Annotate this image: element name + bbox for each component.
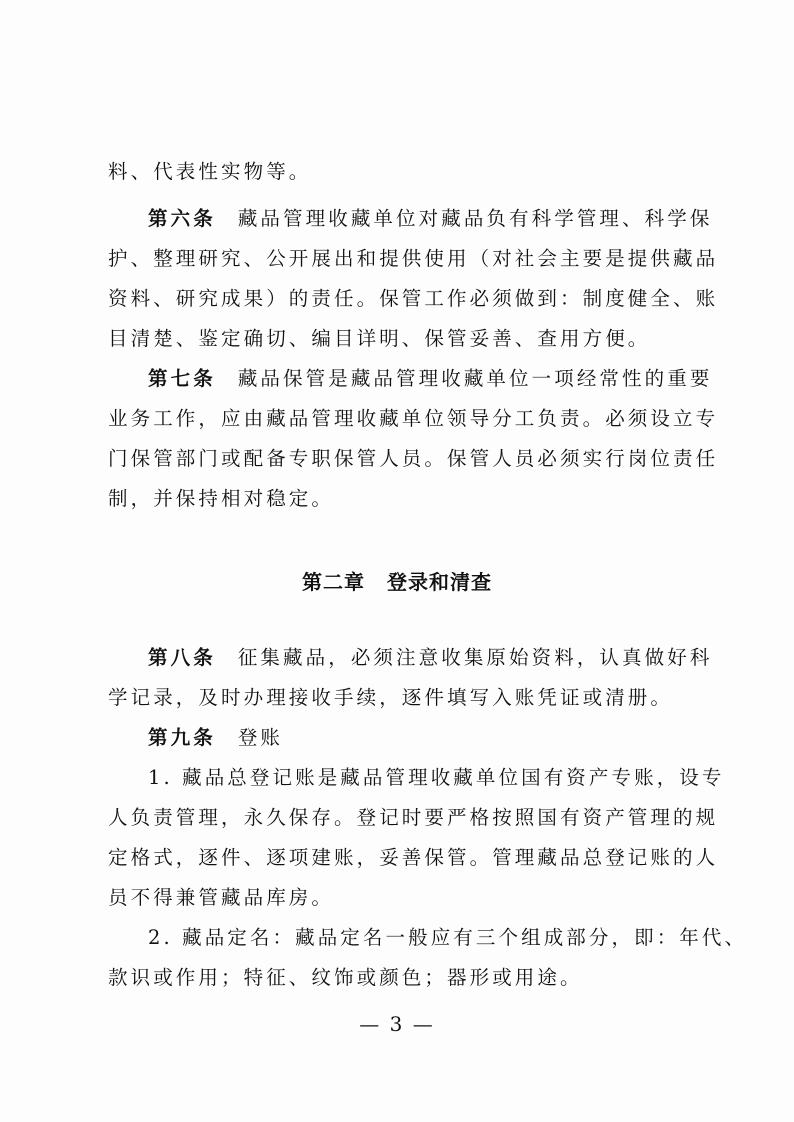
chapter-title: 登录和清查 (387, 570, 492, 594)
article-9-label: 第九条 (148, 726, 216, 749)
item-1-line-3: 定格式，逐件、逐项建账，妥善保管。管理藏品总登记账的人 (108, 846, 719, 869)
item-1-line-1: 1. 藏品总登记账是藏品管理收藏单位国有资产专账，设专 (148, 766, 725, 789)
item-2-line-1: 2. 藏品定名：藏品定名一般应有三个组成部分，即：年代、 (148, 926, 748, 949)
article-6-line-2: 护、整理研究、公开展出和提供使用（对社会主要是提供藏品 (108, 247, 719, 270)
article-9-title: 登账 (237, 726, 284, 749)
article-6-line-3: 资料、研究成果）的责任。保管工作必须做到：制度健全、账 (108, 287, 719, 310)
article-8-line-2: 学记录，及时办理接收手续，逐件填写入账凭证或清册。 (108, 686, 674, 709)
article-7-line-4: 制，并保持相对稳定。 (108, 487, 335, 510)
article-7-line-1 (148, 367, 712, 391)
article-8-line-1 (148, 646, 712, 670)
article-8-text: 征集藏品，必须注意收集原始资料，认真做好科 (237, 646, 713, 669)
item-1-line-4: 员不得兼管藏品库房。 (108, 886, 335, 909)
article-7-line-3: 门保管部门或配备专职保管人员。保管人员必须实行岗位责任 (108, 447, 719, 470)
paragraph-continuation: 料、代表性实物等。 (108, 160, 312, 183)
article-7-label: 第七条 (148, 367, 216, 390)
chapter-heading (0, 566, 794, 595)
item-2-line-2: 款识或作用；特征、纹饰或颜色；器形或用途。 (108, 966, 583, 989)
article-7-line-2: 业务工作，应由藏品管理收藏单位领导分工负责。必须设立专 (108, 407, 719, 430)
article-6-label: 第六条 (148, 207, 216, 230)
page-number: — 3 — (359, 1012, 435, 1036)
article-8-label: 第八条 (148, 646, 216, 669)
article-9-line-1 (148, 726, 283, 750)
article-6-line-4: 目清楚、鉴定确切、编目详明、保管妥善、查用方便。 (108, 327, 651, 350)
article-6-text: 藏品管理收藏单位对藏品负有科学管理、科学保 (237, 207, 713, 230)
article-7-text: 藏品保管是藏品管理收藏单位一项经常性的重要 (237, 367, 713, 390)
item-1-line-2: 人负责管理，永久保存。登记时要严格按照国有资产管理的规 (108, 806, 719, 829)
chapter-number: 第二章 (302, 570, 365, 594)
article-6-line-1 (148, 207, 712, 231)
